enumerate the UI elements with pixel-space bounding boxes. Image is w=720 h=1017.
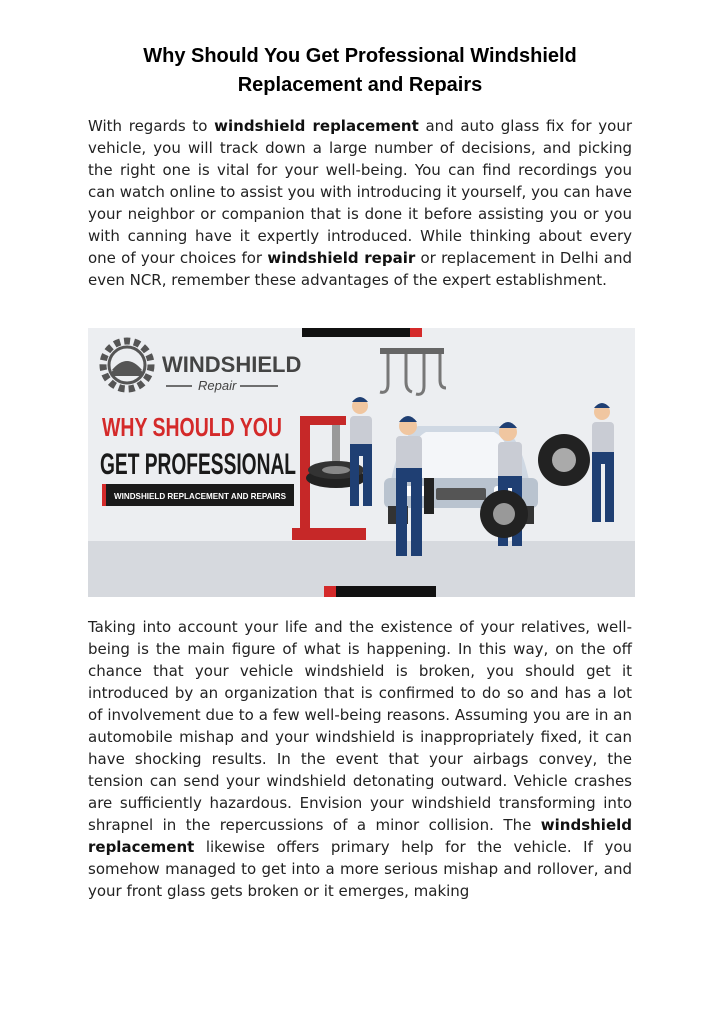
- logo-sub-text: Repair: [198, 378, 237, 393]
- text-run: With regards to: [88, 117, 215, 135]
- banner-tag: WINDSHIELD REPLACEMENT AND REPAIRS: [114, 491, 287, 501]
- text-run: likewise offers primary help for the vehicle. If you somehow managed to get into a more serious mishap and rollover, and your front glass gets broken or it emerges, making: [88, 838, 632, 900]
- logo-main-text: WINDSHIELD: [162, 352, 302, 377]
- text-run: and auto glass fix for your vehicle, you will track down a large number of decisions, and picking the right one is vital for your well-being. You can find recordings you can watch online to assist you with introducing it yourself, you can have your neighbor or companion that is done it before assisting you or you with canning have it expertly introduced. While thinking about every one of your choices for: [88, 117, 632, 267]
- bold-keyword: windshield replacement: [88, 816, 632, 856]
- page-title: [88, 42, 632, 100]
- body-paragraph: [88, 616, 632, 902]
- bold-keyword: windshield replacement: [214, 117, 419, 135]
- banner-headline-1: WHY SHOULD YOU: [102, 412, 282, 442]
- text-run: Taking into account your life and the existence of your relatives, well-being is the main figure of what is happening. In this way, on the off chance that your vehicle windshield is broken, you should get it introduced by an organization that is confirmed to do so and has a lot of involvement due to a few well-being reasons. Assuming you are in an automobile mishap and your windshield is inappropriately fixed, it can have shocking results. In the event that your airbags convey, the tension can send your windshield detonating outward. Vehicle crashes are sufficiently hazardous. Envision your windshield transforming into shrapnel in the repercussions of a minor collision. The: [88, 618, 632, 834]
- bold-keyword: windshield repair: [267, 249, 416, 267]
- text-run: or replacement in Delhi and even NCR, remember these advantages of the expert establishment.: [88, 249, 632, 289]
- title-line-1: Why Should You Get Professional Windshield: [143, 45, 577, 67]
- banner-headline-2: GET PROFESSIONAL: [100, 448, 296, 481]
- intro-paragraph: [88, 115, 632, 291]
- banner-image: [88, 328, 635, 597]
- title-line-2: Replacement and Repairs: [237, 74, 483, 96]
